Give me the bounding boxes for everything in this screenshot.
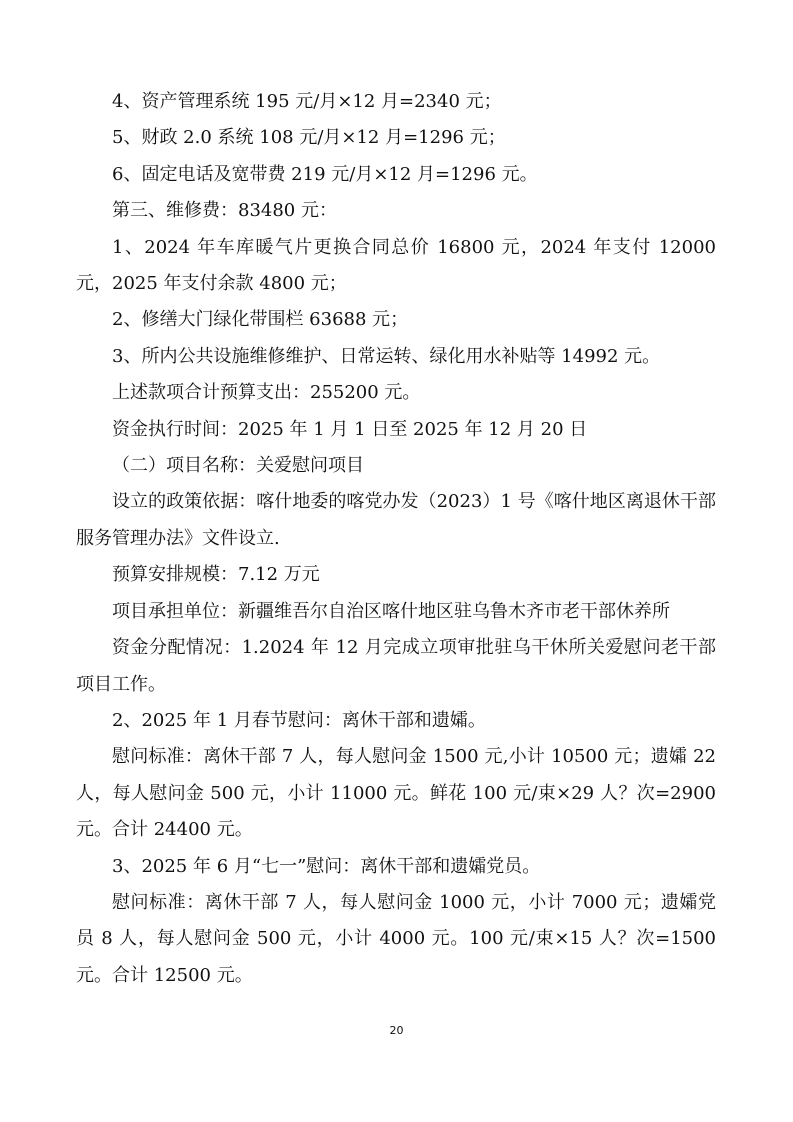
paragraph: 预算安排规模：7.12 万元 — [112, 564, 320, 586]
paragraph: 3、2025 年 6 月“七一”慰问：离休干部和遗孀党员。 — [112, 855, 541, 877]
paragraph: 慰问标准：离休干部 7 人，每人慰问金 1000 元，小计 7000 元；遗孀党员 8 人，每人慰问金 500 元，小计 4000 元。100 元/束×15 人？次=1500 元。合计 12500 元。 — [76, 891, 716, 986]
paragraph: 上述款项合计预算支出：255200 元。 — [112, 382, 421, 404]
section-heading: 第三、维修费：83480 元： — [112, 200, 337, 222]
document-body — [76, 84, 716, 994]
paragraph: 资金分配情况：1.2024 年 12 月完成立项审批驻乌干休所关爱慰问老干部项目工作。 — [76, 637, 716, 695]
paragraph: 2、修缮大门绿化带围栏 63688 元； — [112, 309, 409, 331]
paragraph: 3、所内公共设施维修维护、日常运转、绿化用水补贴等 14992 元。 — [112, 345, 661, 367]
paragraph: 设立的政策依据：喀什地委的喀党办发（2023）1 号《喀什地区离退休干部服务管理办法》文件设立. — [76, 491, 716, 549]
paragraph: 项目承担单位：新疆维吾尔自治区喀什地区驻乌鲁木齐市老干部休养所 — [112, 600, 670, 622]
paragraph: 2、2025 年 1 月春节慰问：离休干部和遗孀。 — [112, 709, 486, 731]
paragraph: 5、财政 2.0 系统 108 元/月×12 月=1296 元； — [112, 127, 506, 149]
paragraph: 4、资产管理系统 195 元/月×12 月=2340 元； — [112, 91, 502, 112]
paragraph: 慰问标准：离休干部 7 人，每人慰问金 1500 元,小计 10500 元；遗孀 22 人，每人慰问金 500 元，小计 11000 元。鲜花 100 元/束×29 人？次=2900 元。合计 24400 元。 — [76, 746, 716, 841]
page-number: 20 — [389, 1024, 404, 1037]
paragraph: 6、固定电话及宽带费 219 元/月×12 月=1296 元。 — [112, 163, 538, 185]
paragraph: 资金执行时间：2025 年 1 月 1 日至 2025 年 12 月 20 日 — [112, 418, 588, 440]
paragraph: 1、2024 年车库暖气片更换合同总价 16800 元，2024 年支付 12000 元，2025 年支付余款 4800 元； — [76, 236, 716, 295]
section-heading: （二）项目名称：关爱慰问项目 — [112, 455, 364, 477]
